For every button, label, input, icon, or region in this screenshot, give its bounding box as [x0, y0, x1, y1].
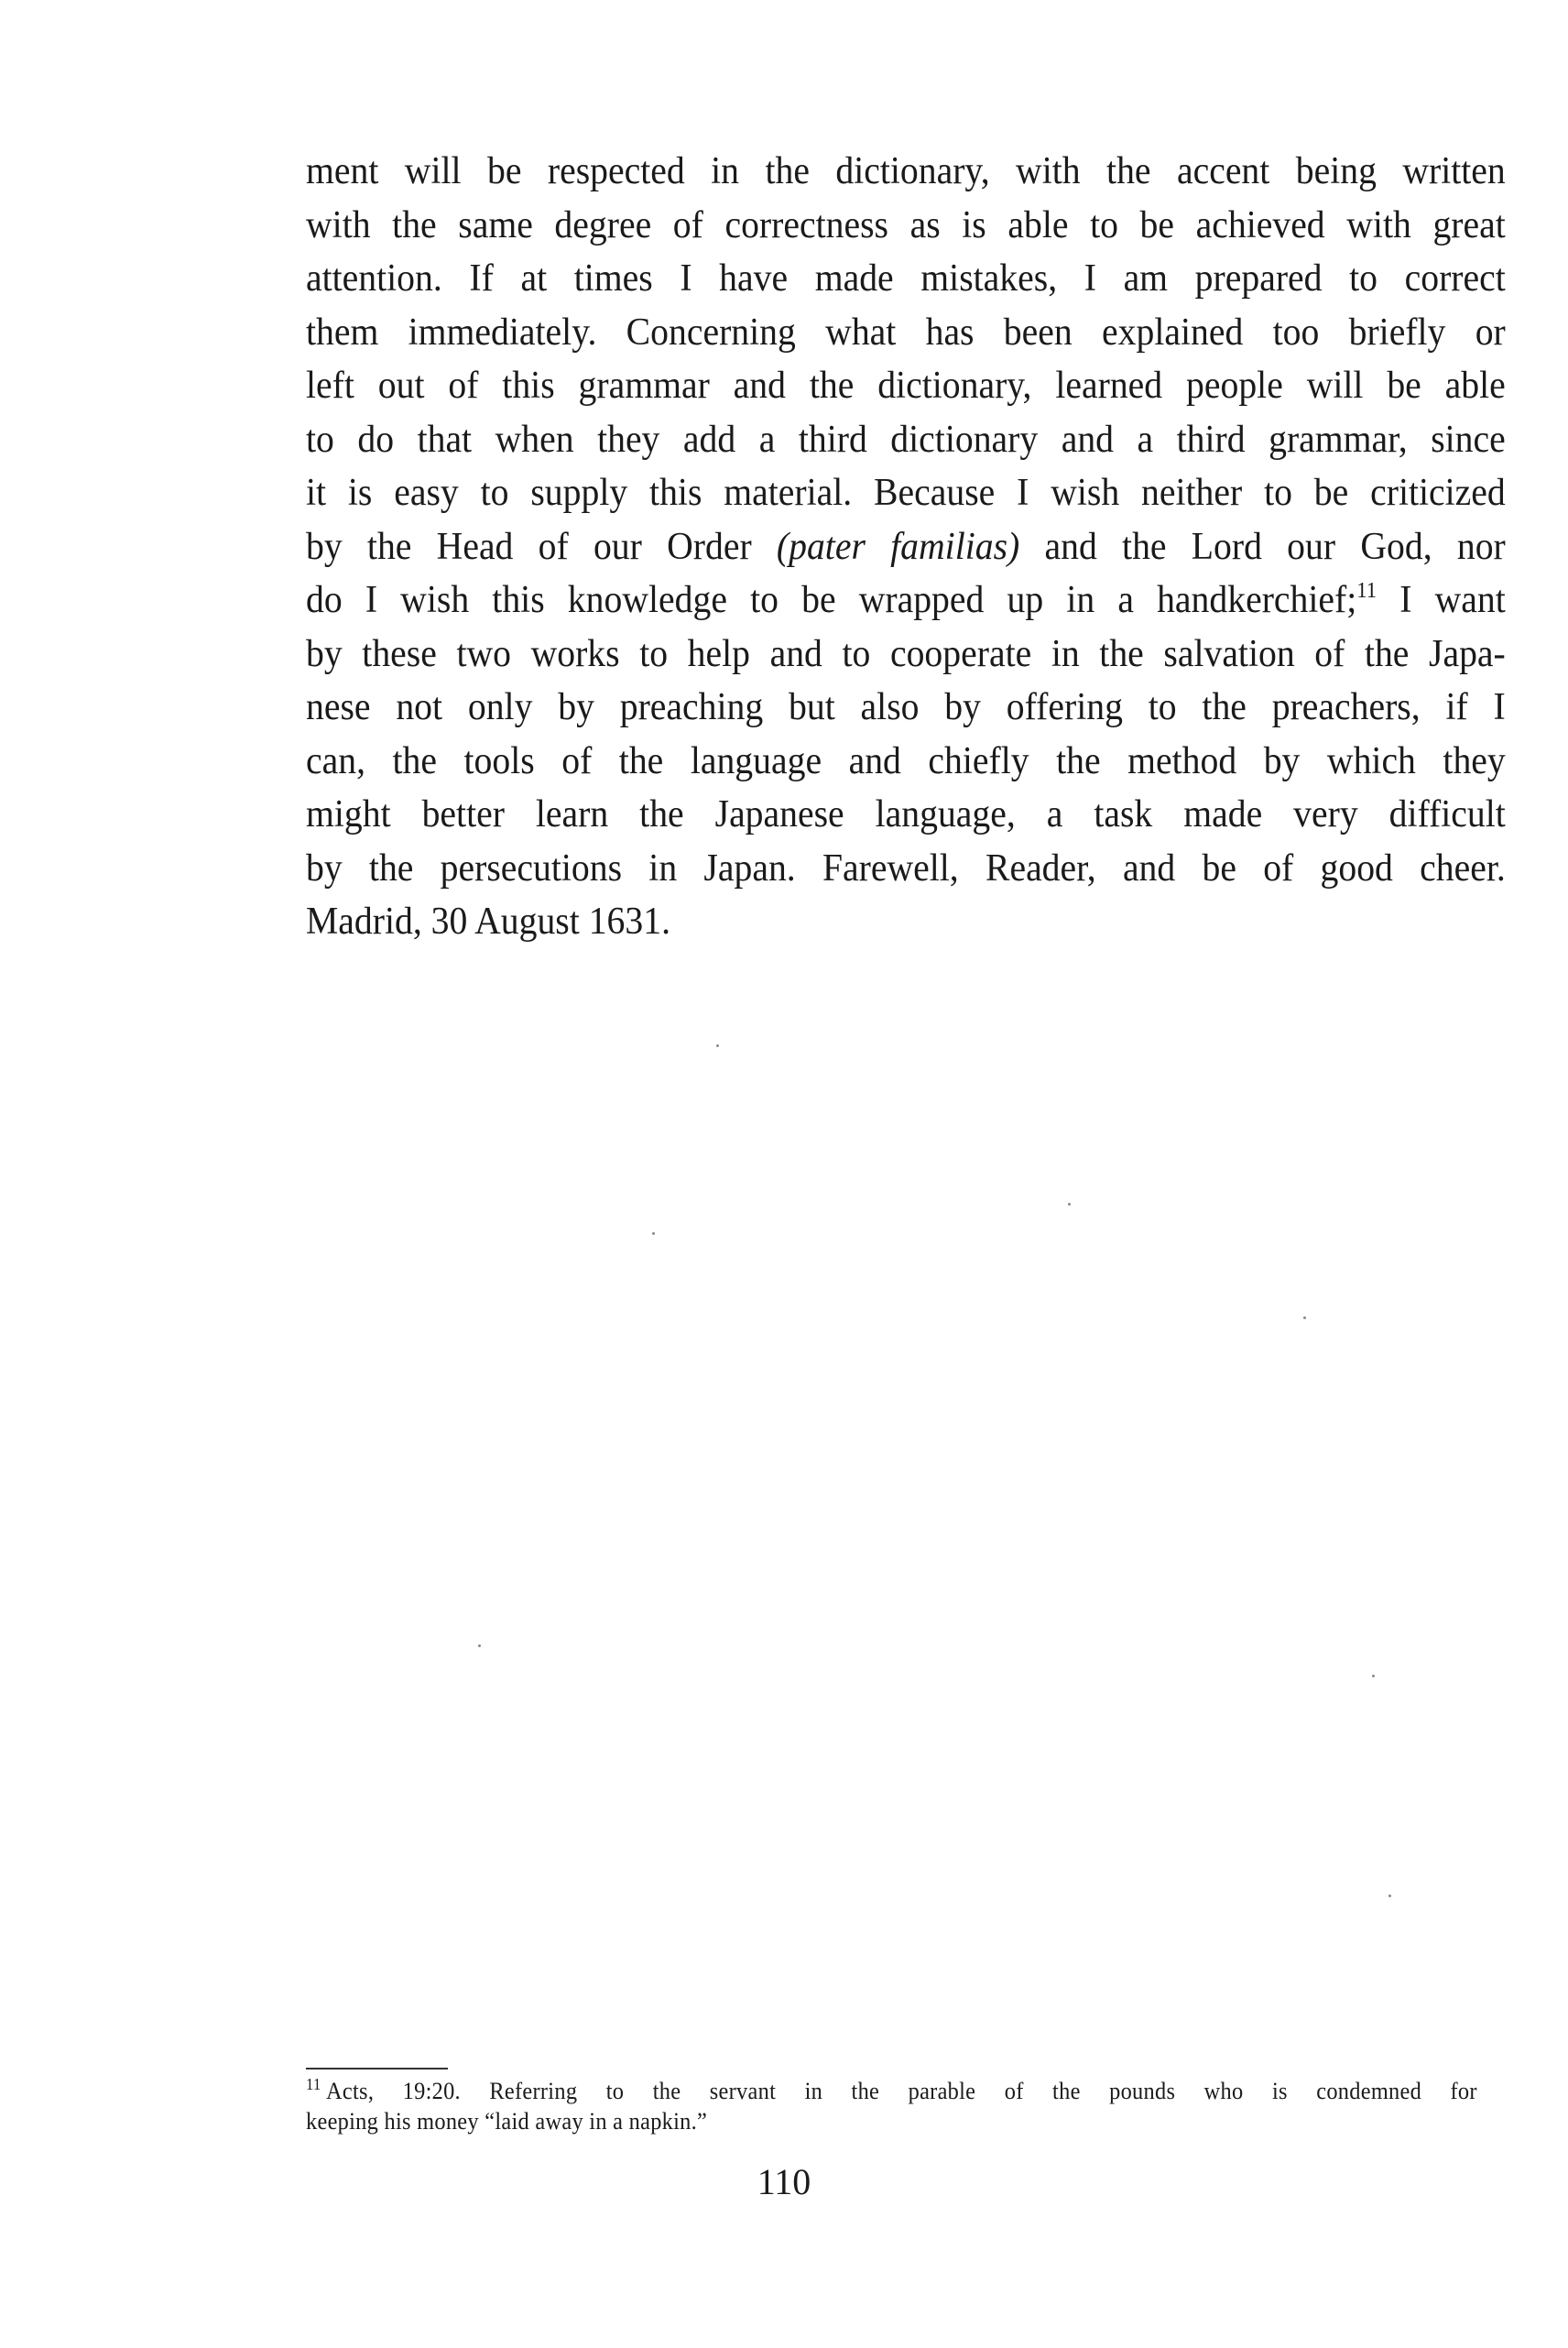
scan-speck — [478, 1644, 481, 1647]
italic-phrase: (pater familias) — [776, 525, 1020, 568]
footnote-divider — [306, 2068, 448, 2070]
footnote-reference[interactable]: 11 — [1356, 579, 1377, 603]
footnote-number: 11 — [306, 2075, 321, 2093]
text-segment: by the Head of our Order — [306, 525, 777, 568]
scan-speck — [1372, 1675, 1375, 1677]
text-line: attention. If at times I have made mistakes, I am prepared to correct — [306, 257, 1506, 300]
scan-speck — [652, 1232, 655, 1235]
text-segment: I want — [1377, 579, 1506, 621]
scan-speck — [1068, 1203, 1071, 1206]
text-line — [306, 573, 1506, 628]
footnote — [306, 2076, 1477, 2136]
text-line: to do that when they add a third dictionary and a third grammar, since — [306, 418, 1506, 461]
text-segment: do I wish this knowledge to be wrapped up in a handkerchief; — [306, 579, 1357, 621]
text-line: left out of this grammar and the dictionary, learned people will be able — [306, 365, 1506, 407]
text-segment: and the Lord our God, nor — [1019, 525, 1506, 568]
text-line: Madrid, 30 August 1631. — [306, 901, 671, 943]
text-line: with the same degree of correctness as is able to be achieved with great — [306, 203, 1506, 246]
scan-speck — [716, 1044, 719, 1047]
scan-speck — [1388, 1895, 1391, 1897]
text-line: them immediately. Concerning what has been explained too briefly or — [306, 311, 1506, 354]
footnote-text: Acts, 19:20. Referring to the servant in the parable of the pounds who is condemned for — [326, 2077, 1477, 2104]
footnote-line — [306, 2076, 1477, 2106]
text-line: by these two works to help and to cooperate in the salvation of the Japa- — [306, 632, 1506, 675]
body-text — [306, 145, 1506, 949]
text-line: can, the tools of the language and chiefly the method by which they — [306, 739, 1506, 782]
text-line: by the persecutions in Japan. Farewell, Reader, and be of good cheer. — [306, 846, 1506, 890]
scan-speck — [1303, 1316, 1306, 1319]
footnote-line: keeping his money “laid away in a napkin.” — [306, 2107, 708, 2135]
text-line — [306, 520, 1506, 574]
page-number: 110 — [757, 2161, 811, 2202]
text-line: it is easy to supply this material. Because I wish neither to be criticized — [306, 472, 1506, 514]
text-line: ment will be respected in the dictionary, with the accent being written — [306, 150, 1506, 192]
text-line: might better learn the Japanese language, a task made very difficult — [306, 793, 1506, 835]
text-line: nese not only by preaching but also by offering to the preachers, if I — [306, 686, 1506, 728]
